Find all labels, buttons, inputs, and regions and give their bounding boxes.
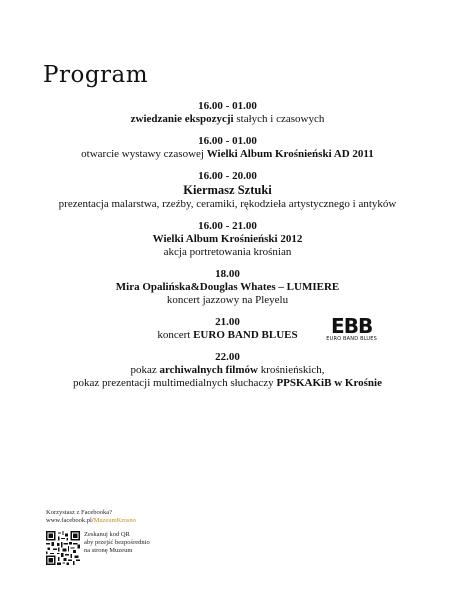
event-text-bold: zwiedzanie ekspozycji [130,113,234,125]
spacer [0,126,455,135]
event-text: pokaz [130,364,160,376]
event-text: krośnieńskich, [257,364,325,376]
event-block [0,170,455,211]
event-description-line [0,294,455,307]
event-text-bold: archiwalnych filmów [159,364,258,376]
facebook-link-prefix: www.facebook.pl/ [46,517,94,524]
spacer [0,259,455,268]
event-time: 18.00 [215,268,240,280]
event-text-bold: EURO BAND BLUES [193,329,298,341]
event-block [0,220,455,259]
facebook-link-highlight: MuzeumKrosno [93,517,136,524]
event-time: 16.00 - 21.00 [198,220,257,232]
event-block [0,135,455,161]
qr-line-2: aby przejść bezpośrednio [84,539,150,546]
page-title: Program [43,62,149,88]
event-time: 16.00 - 01.00 [198,135,257,147]
qr-section [46,531,150,581]
event-time: 22.00 [215,351,240,363]
footer [46,509,150,581]
program-list [0,100,455,390]
facebook-link[interactable] [46,517,136,525]
event-description-line [0,364,455,377]
facebook-prompt: Korzystasz z Facebooka? [46,509,113,516]
spacer [0,211,455,220]
event-text-bold: PPSKAKiB w Krośnie [276,377,382,389]
event-text-bold: Kiermasz Sztuki [183,183,272,197]
event-description-line [0,148,455,161]
event-text: koncert jazzowy na Pleyelu [166,294,289,306]
event-text: koncert [157,329,194,341]
event-description-line [0,246,455,259]
event-description-line [0,183,455,198]
qr-line-1: Zeskanuj kod QR [84,531,130,538]
logo-subtitle: EURO BAND BLUES [326,336,378,342]
spacer [0,307,455,316]
spacer [0,342,455,351]
event-text-bold: Wielki Album Krośnieński 2012 [152,233,303,245]
event-text: stałych i czasowych [233,113,325,125]
event-block [0,351,455,390]
qr-line-3: na stronę Muzeum [84,547,133,554]
event-time: 16.00 - 20.00 [198,170,257,182]
event-description-line [0,233,455,246]
spacer [0,161,455,170]
event-block [0,316,455,342]
event-time: 21.00 [215,316,240,328]
event-description-line [0,281,455,294]
event-text: prezentacja malarstwa, rzeźby, ceramiki, rękodzieła artystycznego i antyków [58,198,397,210]
event-text: otwarcie wystawy czasowej [81,148,207,160]
event-description-line [0,198,455,211]
event-block [0,100,455,126]
event-text-bold: Wielki Album Krośnieński AD 2011 [206,148,374,160]
event-text: pokaz prezentacji multimedialnych słuchaczy [73,377,277,389]
event-block [0,268,455,307]
event-description-line [0,377,455,390]
qr-instructions [84,531,174,555]
logo-letters: EBB [331,314,373,338]
event-text: akcja portretowania krośnian [163,246,292,258]
event-description-line [0,113,455,126]
event-time: 16.00 - 01.00 [198,100,257,112]
euro-band-blues-logo [326,316,378,344]
qr-code-icon[interactable] [46,531,80,565]
event-text-bold: Mira Opalińska&Douglas Whates – LUMIERE [115,281,340,293]
